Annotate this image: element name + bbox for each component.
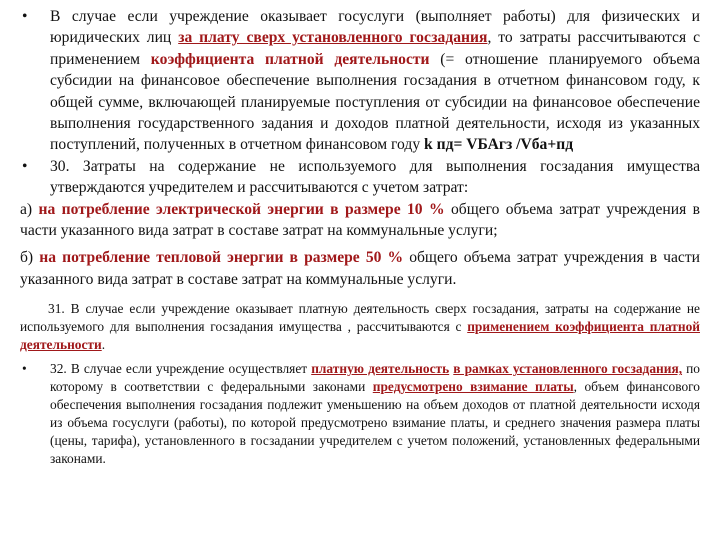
item-a (20, 199, 700, 242)
highlight-electricity: на потребление электрической энергии в размере 10 % (38, 200, 445, 218)
item-text: общего объема затрат учреждения в части указанного вида затрат в составе затрат на коммунальные услуги. (20, 249, 701, 288)
bullet-marker: • (22, 157, 28, 175)
paragraph-text: , то затраты рассчитываются с применением (50, 29, 700, 68)
highlight-over-assignment: за плату сверх установленного госзадания (178, 29, 488, 47)
bullet-marker: • (22, 8, 28, 25)
paragraph-end: . (101, 337, 106, 353)
bullet-marker: • (22, 361, 27, 377)
paragraph-text: (= отношение планируемого объема субсидии на финансовое обеспечение выполнения госзадания в отчетном финансовом году, к общей сумме, включающей планируемые поступления от субсидии на финансовое обеспечение выполнения государственного задания и доходов платной деятельности, исходя из указанных поступлений, полученных в отчетном финансовом году (50, 50, 700, 154)
item-text: общего объема затрат учреждения в части указанного вида затрат в составе затрат на коммунальные услуги; (20, 200, 700, 240)
paragraph-text: 31. В случае если учреждение оказывает платную деятельность сверх госзадания, затраты на содержание не используемого для выполнения госзадания имущества , рассчитываются с (20, 301, 700, 335)
highlight-coefficient: коэффициента платной деятельности (150, 50, 430, 68)
paragraph-text: , объем финансового обеспечения выполнения госзадания подлежит уменьшению на объем доходов от платной деятельности исходя из объема госуслуги (работы), по которой предусмотрено взимание платы, и среднего значения размера платы (цены, тарифа), установленного в госзадании учредителем с учетом положений, установленных федеральными законами. (50, 379, 700, 467)
paragraph-32 (20, 360, 700, 468)
paragraph-30 (20, 156, 700, 199)
highlight-within-assignment: в рамках установленного госзадания, (453, 361, 683, 377)
formula: k пд= VБАгз /Vба+пд (424, 136, 574, 154)
paragraph-paid-services (20, 6, 700, 156)
paragraph-31 (20, 300, 700, 354)
highlight-fee-charged: предусмотрено взимание платы (372, 379, 574, 395)
paragraph-text: по которому в соответствии с федеральными законами (50, 361, 700, 395)
paragraph-text: 32. В случае если учреждение осуществляет (50, 361, 312, 377)
item-b (20, 247, 700, 290)
item-prefix: б) (20, 249, 40, 267)
paragraph-text: В случае если учреждение оказывает госуслуги (выполняет работы) для физических и юридических лиц (50, 8, 700, 47)
item-prefix: а) (20, 200, 39, 218)
highlight-coefficient: применением коэффициента платной деятельности (20, 319, 700, 353)
paragraph-text: 30. Затраты на содержание не используемого для выполнения госзадания имущества утверждаются учредителем и рассчитываются с учетом затрат: (50, 157, 700, 197)
highlight-heat: на потребление тепловой энергии в размере 50 % (39, 249, 404, 267)
highlight-paid-activity: платную деятельность (311, 361, 450, 377)
